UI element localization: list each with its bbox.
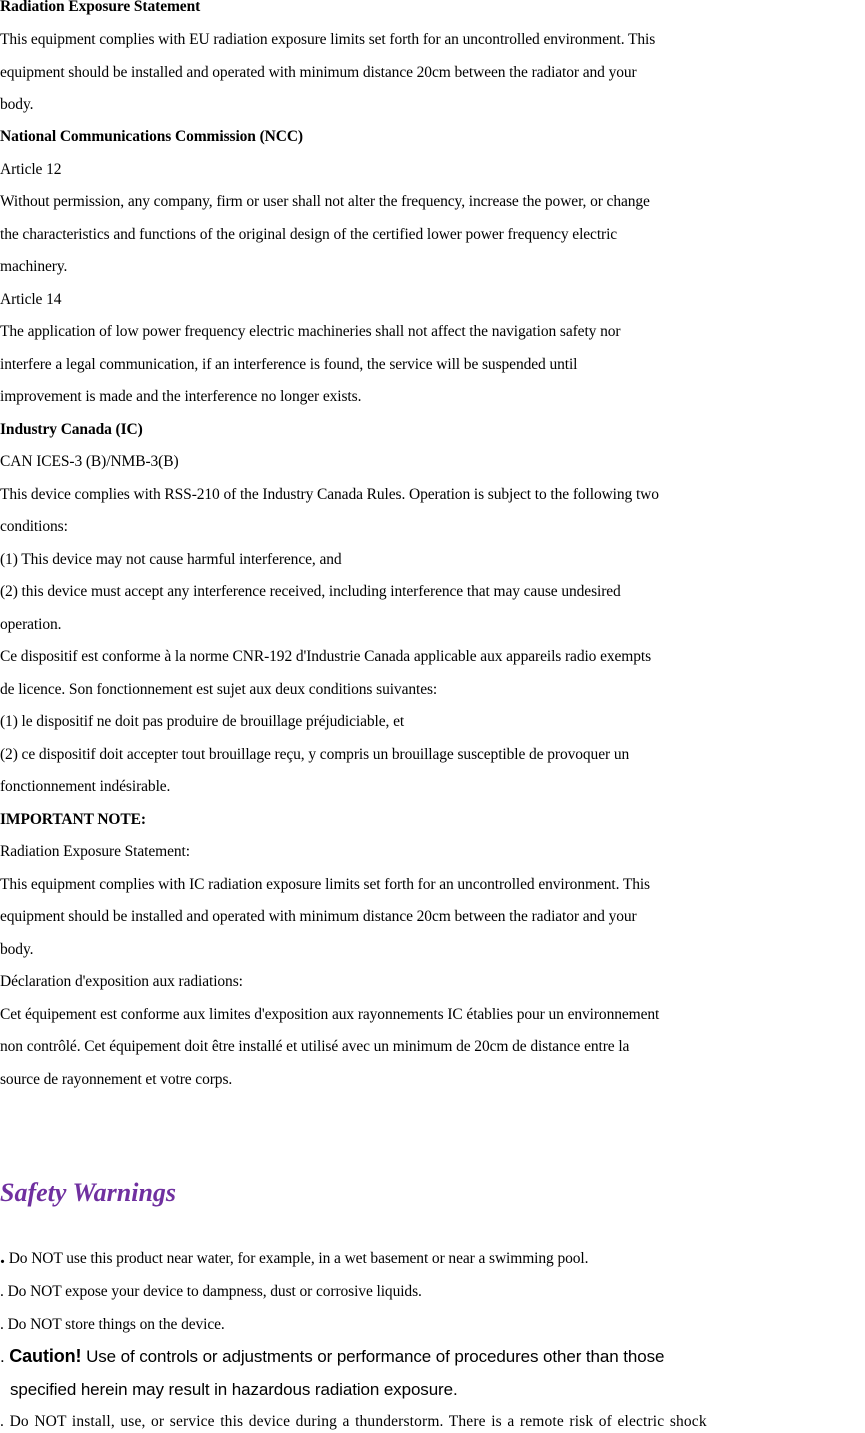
- important-note-line: This equipment complies with IC radiation exposure limits set forth for an uncontrolled environment. This: [0, 876, 650, 893]
- important-note-line: Cet équipement est conforme aux limites d'exposition aux rayonnements IC établies pour un environnement: [0, 1006, 660, 1023]
- important-note-line: source de rayonnement et votre corps.: [0, 1071, 233, 1088]
- eu-radiation-heading: Radiation Exposure Statement: [0, 0, 201, 15]
- safety-item-text: Do NOT install, use, or service this device during a thunderstorm. There is a remote risk of electric shock: [9, 1413, 707, 1430]
- important-note-line: Déclaration d'exposition aux radiations:: [0, 973, 243, 990]
- ic-line: operation.: [0, 616, 62, 633]
- ncc-heading: National Communications Commission (NCC): [0, 128, 303, 145]
- ncc-article-12-label: Article 12: [0, 161, 62, 178]
- ic-line: (2) this device must accept any interference received, including interference that may cause undesired: [0, 583, 621, 600]
- ic-line: CAN ICES-3 (B)/NMB-3(B): [0, 453, 179, 470]
- ic-line: fonctionnement indésirable.: [0, 778, 171, 795]
- ncc-article-14-line: interfere a legal communication, if an interference is found, the service will be suspended until: [0, 356, 578, 373]
- safety-item-text: Do NOT use this product near water, for example, in a wet basement or near a swimming pool.: [8, 1250, 589, 1267]
- important-note-line: Radiation Exposure Statement:: [0, 843, 190, 860]
- safety-item-text: Do NOT store things on the device.: [7, 1316, 225, 1333]
- important-note-line: body.: [0, 941, 34, 958]
- ic-line: (2) ce dispositif doit accepter tout brouillage reçu, y compris un brouillage susceptible de provoquer un: [0, 746, 630, 763]
- ncc-article-14-line: improvement is made and the interference no longer exists.: [0, 388, 362, 405]
- bullet-mark: .: [0, 1283, 4, 1300]
- ic-line: Ce dispositif est conforme à la norme CNR-192 d'Industrie Canada applicable aux appareils radio exempts: [0, 648, 652, 665]
- safety-item: [0, 1411, 707, 1433]
- ic-line: (1) This device may not cause harmful interference, and: [0, 551, 342, 568]
- ic-line: conditions:: [0, 518, 68, 535]
- bullet-mark: .: [0, 1413, 5, 1430]
- safety-item-text: Do NOT expose your device to dampness, dust or corrosive liquids.: [7, 1283, 422, 1300]
- eu-paragraph-line: body.: [0, 96, 34, 113]
- important-note-line: non contrôlé. Cet équipement doit être installé et utilisé avec un minimum de 20cm de distance entre la: [0, 1038, 630, 1055]
- bullet-mark: .: [0, 1246, 5, 1268]
- ncc-article-14-line: The application of low power frequency electric machineries shall not affect the navigation safety nor: [0, 323, 621, 340]
- ic-line: de licence. Son fonctionnement est sujet aux deux conditions suivantes:: [0, 681, 438, 698]
- ncc-article-14-label: Article 14: [0, 291, 62, 308]
- ncc-article-12-line: Without permission, any company, firm or user shall not alter the frequency, increase the power, or change: [0, 193, 650, 210]
- safety-item: [0, 1281, 422, 1303]
- important-note-line: equipment should be installed and operated with minimum distance 20cm between the radiator and your: [0, 908, 637, 925]
- safety-item: [0, 1314, 225, 1336]
- caution-item: [0, 1345, 664, 1368]
- safety-item: [0, 1246, 588, 1270]
- eu-paragraph-line: equipment should be installed and operated with minimum distance 20cm between the radiator and your: [0, 64, 637, 81]
- caution-text: Use of controls or adjustments or performance of procedures other than those: [86, 1347, 665, 1366]
- important-note-heading: IMPORTANT NOTE:: [0, 811, 146, 828]
- eu-paragraph-line: This equipment complies with EU radiation exposure limits set forth for an uncontrolled environment. This: [0, 31, 656, 48]
- ic-heading: Industry Canada (IC): [0, 421, 143, 438]
- bullet-mark: .: [0, 1316, 4, 1333]
- bullet-mark: .: [0, 1347, 5, 1366]
- caution-text-continued: specified herein may result in hazardous radiation exposure.: [10, 1380, 458, 1399]
- ncc-article-12-line: machinery.: [0, 258, 68, 275]
- safety-warnings-title: Safety Warnings: [0, 1178, 177, 1207]
- caution-label: Caution!: [9, 1346, 82, 1366]
- ic-line: This device complies with RSS-210 of the Industry Canada Rules. Operation is subject to the following two: [0, 486, 659, 503]
- ic-line: (1) le dispositif ne doit pas produire de brouillage préjudiciable, et: [0, 713, 405, 730]
- ncc-article-12-line: the characteristics and functions of the original design of the certified lower power frequency electric: [0, 226, 618, 243]
